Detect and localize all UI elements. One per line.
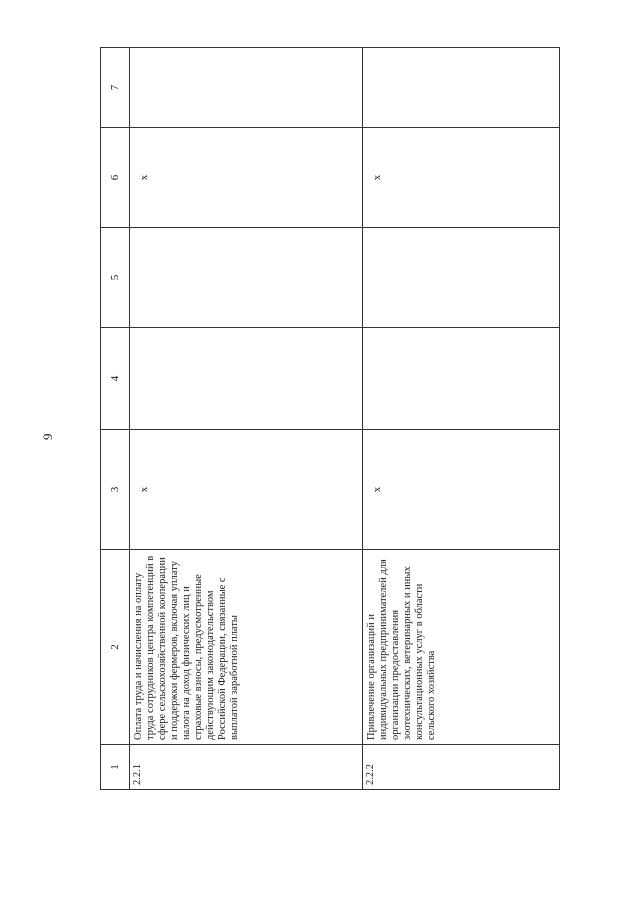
row-col5 bbox=[363, 228, 560, 328]
data-table bbox=[100, 47, 560, 790]
row-col3: x bbox=[363, 430, 560, 550]
row-description: Оплата труда и начисления на оплату труда сотрудников центра компетенций в сфере сельскохозяйственной кооперации и поддержки фермеров, включая уплату налога на доход физических лиц и страховые взносы, предусмотренные действующим законодательством Российской Федерации, связанные с выплатой заработной платы bbox=[130, 550, 363, 745]
row-code: 2.2.1 bbox=[130, 745, 363, 790]
header-row bbox=[101, 48, 130, 790]
row-col5 bbox=[130, 228, 363, 328]
column-header-7: 7 bbox=[101, 48, 130, 128]
row-col6: x bbox=[363, 128, 560, 228]
row-code: 2.2.2 bbox=[363, 745, 560, 790]
row-col7 bbox=[130, 48, 363, 128]
row-col7 bbox=[363, 48, 560, 128]
column-header-2: 2 bbox=[101, 550, 130, 745]
row-col3: x bbox=[130, 430, 363, 550]
column-header-3: 3 bbox=[101, 430, 130, 550]
column-header-1: 1 bbox=[101, 745, 130, 790]
row-col4 bbox=[130, 328, 363, 430]
table-row bbox=[130, 48, 363, 790]
row-col4 bbox=[363, 328, 560, 430]
rotated-table-container bbox=[100, 48, 558, 790]
column-header-6: 6 bbox=[101, 128, 130, 228]
row-description: Привлечение организаций и индивидуальных предпринимателей для организации предоставления зоотехнических, ветеринарных и иных консультационных услуг в области сельского хозяйства bbox=[363, 550, 560, 745]
column-header-4: 4 bbox=[101, 328, 130, 430]
row-col6: x bbox=[130, 128, 363, 228]
page-number: 9 bbox=[40, 433, 55, 440]
table-row bbox=[363, 48, 560, 790]
column-header-5: 5 bbox=[101, 228, 130, 328]
